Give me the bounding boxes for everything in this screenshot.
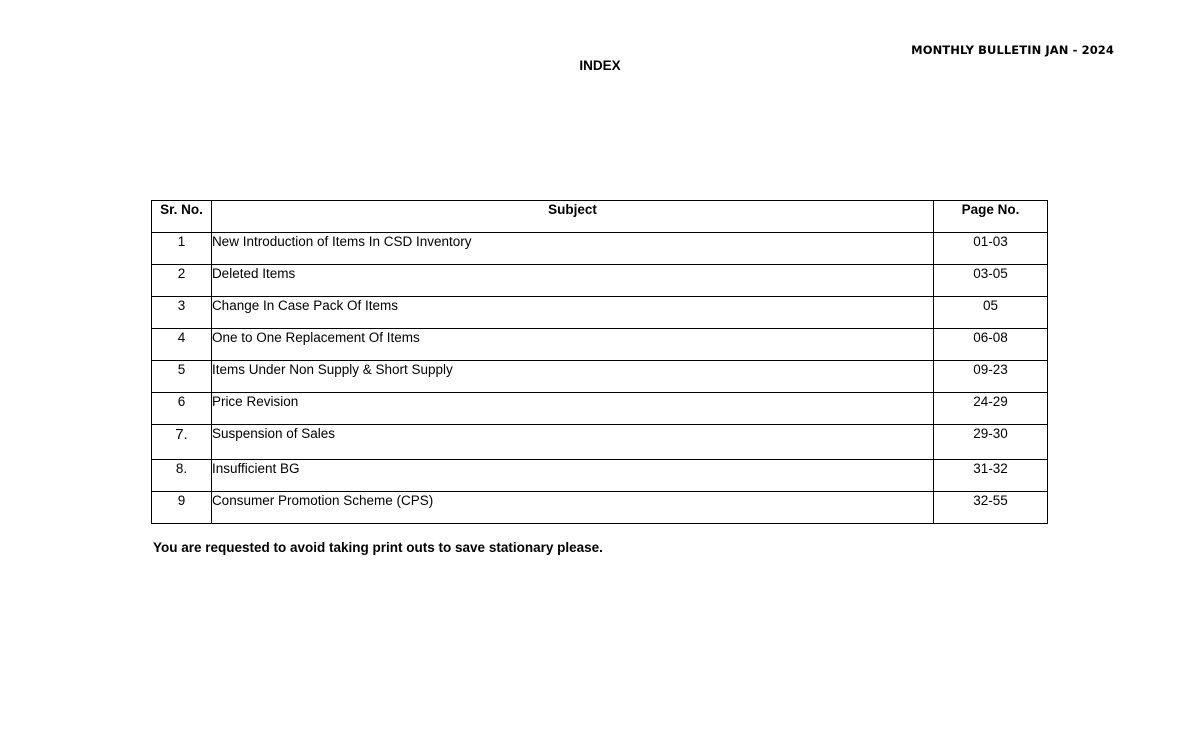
page-no-cell: 05: [934, 297, 1048, 329]
table-row: [152, 297, 1048, 329]
page-no-cell: 29-30: [934, 425, 1048, 460]
table-row: [152, 492, 1048, 524]
subject-cell: New Introduction of Items In CSD Inventory: [211, 233, 933, 265]
column-header-sr-no: Sr. No.: [152, 201, 212, 233]
subject-cell: Items Under Non Supply & Short Supply: [211, 361, 933, 393]
table-row: [152, 329, 1048, 361]
footer-note: You are requested to avoid taking print outs to save stationary please.: [153, 540, 603, 555]
sr-no-cell: 2: [152, 265, 212, 297]
sr-no-cell: 3: [152, 297, 212, 329]
subject-cell: Deleted Items: [211, 265, 933, 297]
sr-no-cell: 6: [152, 393, 212, 425]
page-no-cell: 32-55: [934, 492, 1048, 524]
table-header-row: [152, 201, 1048, 233]
page-no-cell: 03-05: [934, 265, 1048, 297]
table-row: [152, 233, 1048, 265]
bulletin-header: MONTHLY BULLETIN JAN - 2024: [911, 43, 1114, 57]
table-row: [152, 425, 1048, 460]
index-table: [151, 200, 1048, 524]
subject-cell: Change In Case Pack Of Items: [211, 297, 933, 329]
subject-cell: Suspension of Sales: [211, 425, 933, 460]
table-row: [152, 265, 1048, 297]
sr-no-cell: 8.: [152, 460, 212, 492]
sr-no-cell: 5: [152, 361, 212, 393]
sr-no-cell: 7.: [152, 425, 212, 460]
table-row: [152, 361, 1048, 393]
page-no-cell: 31-32: [934, 460, 1048, 492]
column-header-subject: Subject: [211, 201, 933, 233]
subject-cell: Consumer Promotion Scheme (CPS): [211, 492, 933, 524]
table-row: [152, 393, 1048, 425]
subject-cell: Insufficient BG: [211, 460, 933, 492]
subject-cell: Price Revision: [211, 393, 933, 425]
page-title: INDEX: [579, 58, 621, 73]
table-row: [152, 460, 1048, 492]
page-no-cell: 06-08: [934, 329, 1048, 361]
subject-cell: One to One Replacement Of Items: [211, 329, 933, 361]
sr-no-cell: 1: [152, 233, 212, 265]
page-no-cell: 09-23: [934, 361, 1048, 393]
column-header-page-no: Page No.: [934, 201, 1048, 233]
page-no-cell: 24-29: [934, 393, 1048, 425]
sr-no-cell: 4: [152, 329, 212, 361]
page-no-cell: 01-03: [934, 233, 1048, 265]
sr-no-cell: 9: [152, 492, 212, 524]
